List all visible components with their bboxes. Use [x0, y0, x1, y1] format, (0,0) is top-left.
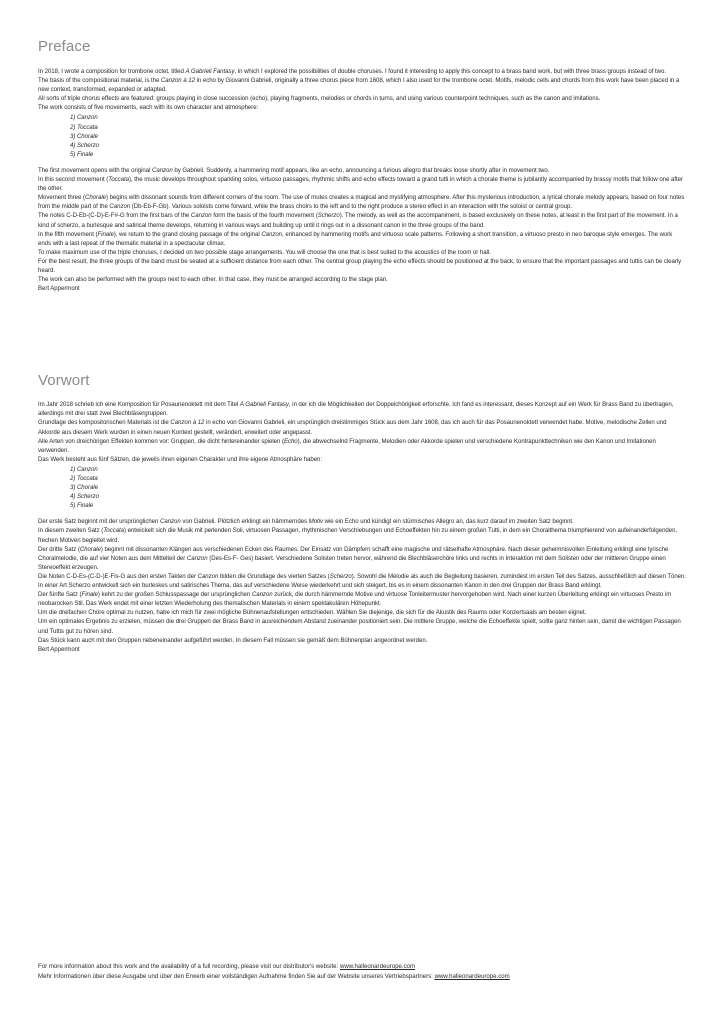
preface-paragraph: In 2018, I wrote a composition for trombone octet, titled A Gabrieli Fantasy, in which I explored the possibilities of double choruses. I found it interesting to apply this concept to a brass band work, but with three brass groups instead of two. [38, 68, 667, 75]
list-item: 5) Finale [70, 502, 94, 510]
movement-list [70, 113, 686, 158]
list-item: 4) Scherzo [70, 493, 99, 501]
vorwort-paragraph: Im Jahr 2018 schrieb ich eine Komposition für Posaunenoktett mit dem Titel A Gabrieli Fantasy, in der ich die Möglichkeiten der Doppelchörigkeit erforschte. Ich fand es interessant, dieses Konzept auf ein Werk für Brass Band zu übertragen, allerdings mit drei statt zwei Blechbläsergruppen. [38, 401, 674, 418]
vorwort-paragraph: Der fünfte Satz (Finale) kehrt zu der großen Schlusspassage der ursprünglichen Canzon zurück, die durch hämmernde Motive und virtuose Tonleitermuster hervorgehoben wird. Nach einer kurzen Überleitung erklingt ein virtuoses Presto im neobarocken Stil. Das Werk endet mit einer letzten Wiederholung des thematischen Materials in einem spektakulären Höhepunkt. [38, 591, 672, 608]
preface-paragraph: The work can also be performed with the groups next to each other. In that case, they must be arranged according to the stage plan. [38, 276, 388, 284]
preface-paragraph: The notes C-D-Eb-(C-D)-E-F#-G from the first bars of the Canzon form the basis of the fourth movement (Scherzo). The melody, as well as the accompaniment, is based exclusively on these notes, at least in the first part of the movement. In a kind of scherzo, a burlesque and satirical theme develops, returning in various ways and building up until it rings out in a dissonant canon in the three groups of the band. [38, 212, 678, 229]
movement-list [70, 465, 686, 510]
preface-paragraph: The first movement opens with the original Canzon by Gabrieli. Suddenly, a hammering motif appears, like an echo, announcing a furious allegro that breaks loose shortly after in movement two. [38, 166, 550, 174]
preface-paragraph: In the fifth movement (Finale), we return to the grand closing passage of the original Canzon, enhanced by hammering motifs and virtuoso scale patterns. Following a short transition, a virtuoso presto in neo baroque style emerges. The work ends with a last repeat of the thematic material in a spectacular climax. [38, 230, 673, 247]
signature: Bert Appermont [38, 645, 80, 653]
list-item: 5) Finale [70, 150, 94, 158]
vorwort-paragraph: Um ein optimales Ergebnis zu erzielen, müssen die drei Gruppen der Brass Band in ausreichendem Abstand zueinander positioniert sein. Die mittlere Gruppe, welche die Echoeffekte spielt, sollte ganz hinten sein, damit die wichtigen Passagen und Tuttis gut zu hören sind. [38, 618, 681, 635]
document-page [38, 38, 686, 654]
vorwort-paragraph: In diesem zweiten Satz (Toccata) entwickelt sich die Musik mit perlenden Soli, virtuosen Passagen, rhythmischen Verschiebungen und Echoeffekten hin zu einem großen Tutti, in dem ein Choralthema triumphierend von aufeinanderfolgenden, frechen Motiven begleitet wird. [38, 527, 678, 544]
preface-paragraph: To make maximum use of the triple choruses, I decided on two possible stage arrangements. You will choose the one that is best suited to the acoustics of the room or hall. [38, 248, 491, 256]
preface-paragraph: For the best result, the three groups of the band must be seated at a sufficient distance from each other. The central group playing the echo effects should be positioned at the back, to ensure that the important passages and tuttis can be clearly heard. [38, 257, 682, 274]
preface-paragraph: In this second movement (Toccata), the music develops throughout sparkling solos, virtuoso passages, rhythmic shifts and echo effects toward a grand tutti in which a chorale theme is jubilantly accompanied by brassy motifs that follow one after the other. [38, 176, 683, 193]
preface-title: Preface [38, 38, 91, 55]
footer-line-en: For more information about this work and the availability of a full recording, please visit our distributor's website: www.halleonardeurope.com [38, 963, 416, 970]
vorwort-title: Vorwort [38, 372, 90, 390]
list-item: 3) Chorale [70, 132, 98, 140]
preface-paragraph: The basis of the compositional material, is the Canzon à 12 in echo by Giovanni Gabrieli, originally a three chorus piece from 1608, which I also used for the trombone octet. Motifs, melodic cells and chords from this work have been placed in a new context, transformed, expanded or adapted. [38, 77, 680, 94]
vorwort-paragraph: Das Stück kann auch mit den Gruppen nebeneinander aufgeführt werden. In diesem Fall müssen sie gemäß dem Bühnenplan angeordnet werden. [38, 636, 428, 644]
distributor-link[interactable]: www.halleonardeurope.com [339, 963, 416, 970]
distributor-link[interactable]: www.halleonardeurope.com [434, 973, 510, 980]
footer [38, 962, 686, 982]
vorwort-paragraph: Die Noten C-D-Es-(C-D-)E-Fis-G aus den ersten Takten der Canzon bilden die Grundlage des vierten Satzes (Scherzo). Sowohl die Melodie als auch die Begleitung basieren, zumindest im ersten Teil des Satzes, ausschließlich auf diesen Tönen. In einer Art Scherzo entwickelt sich ein burleskes und satirisches Thema, das auf verschiedene Weise wiederkehrt und sich steigert, bis es in einem dissonanten Kanon in den drei Gruppen der Brass Band erklingt. [38, 572, 687, 590]
list-item: 2) Toccata [70, 123, 98, 131]
vorwort-section [38, 400, 686, 654]
vorwort-paragraph: Alle Arten von dreichörigen Effekten kommen vor: Gruppen, die dicht hintereinander spielen (Echo), die abwechselnd Fragmente, Melodien oder Akkorde spielen und verschiedene Kontrapunkttechniken wie den Kanon und Imitationen verwenden. [38, 437, 656, 454]
preface-section [38, 67, 686, 293]
vorwort-paragraph: Der dritte Satz (Chorale) beginnt mit dissonanten Klängen aus verschiedenen Ecken des Raumes. Der Einsatz von Dämpfern schafft eine magische und rätselhafte Atmosphäre. Nach dieser geheimnisvollen Einleitung erklingt eine lyrische Choralmelodie, die auf vier Noten aus dem Mittelteil der Canzon (Des-Es-F- Ges) basiert. Verschiedene Solisten treten hervor, während die Blechbläserchöre links und rechts in Interaktion mit dem Solisten oder der mittleren Gruppe einen Stereoeffekt erzeugen. [38, 545, 669, 571]
list-item: 3) Chorale [70, 484, 98, 492]
list-item: 1) Canzon [70, 114, 98, 122]
list-item: 2) Toccata [70, 475, 98, 482]
vorwort-paragraph: Das Werk besteht aus fünf Sätzen, die jeweils ihren eigenen Charakter und ihre eigene Atmosphäre haben: [38, 455, 323, 463]
list-item: 4) Scherzo [70, 141, 99, 149]
preface-paragraph: All sorts of triple chorus effects are featured: groups playing in close succession (echo), playing fragments, melodies or chords in turns, and using various counterpoint techniques, such as the canon and imitations. [38, 95, 601, 103]
vorwort-paragraph: Grundlage des kompositorischen Materials ist die Canzon à 12 in echo von Giovanni Gabrieli, ein ursprünglich dreistimmiges Stück aus dem Jahr 1608, das ich auch für das Posaunenoktett verwendet habe. Motive, melodische Zellen und Akkorde aus diesem Werk wurden in einen neuen Kontext gestellt, verändert, erweitert oder angepasst. [38, 419, 667, 436]
vorwort-paragraph: Der erste Satz beginnt mit der ursprünglichen Canzon von Gabrieli. Plötzlich erklingt ein hämmerndes Motiv wie ein Echo und kündigt ein stürmisches Allegro an, das kurz darauf im zweiten Satz beginnt. [38, 518, 574, 526]
signature: Bert Appermont [38, 285, 80, 293]
list-item: 1) Canzon [70, 465, 98, 473]
vorwort-paragraph: Um die dreifachen Chöre optimal zu nutzen, habe ich mich für zwei mögliche Bühnenaufstellungen entschieden. Wählen Sie diejenige, die sich für die Akustik des Raums oder Konzertsaals am besten eignet. [38, 609, 587, 617]
preface-paragraph: The work consists of five movements, each with its own character and atmosphere: [38, 104, 259, 112]
footer-line-de: Mehr Informationen über diese Ausgabe und über den Erwerb einer vollständigen Aufnahme finden Sie auf der Website unseres Vertriebspartners: www.halleonardeurope.com [38, 973, 510, 980]
preface-paragraph: Movement three (Chorale) begins with dissonant sounds from different corners of the room. The use of mutes creates a magical and mystifying atmosphere. After this mysterious introduction, a lyrical chorale melody appears, based on four notes from the middle part of the Canzon (Db-Eb-F-Gb). Various soloists come forward, while the brass choirs to the left and to the right produce a stereo effect in an interaction with the soloist or central group. [38, 194, 685, 211]
